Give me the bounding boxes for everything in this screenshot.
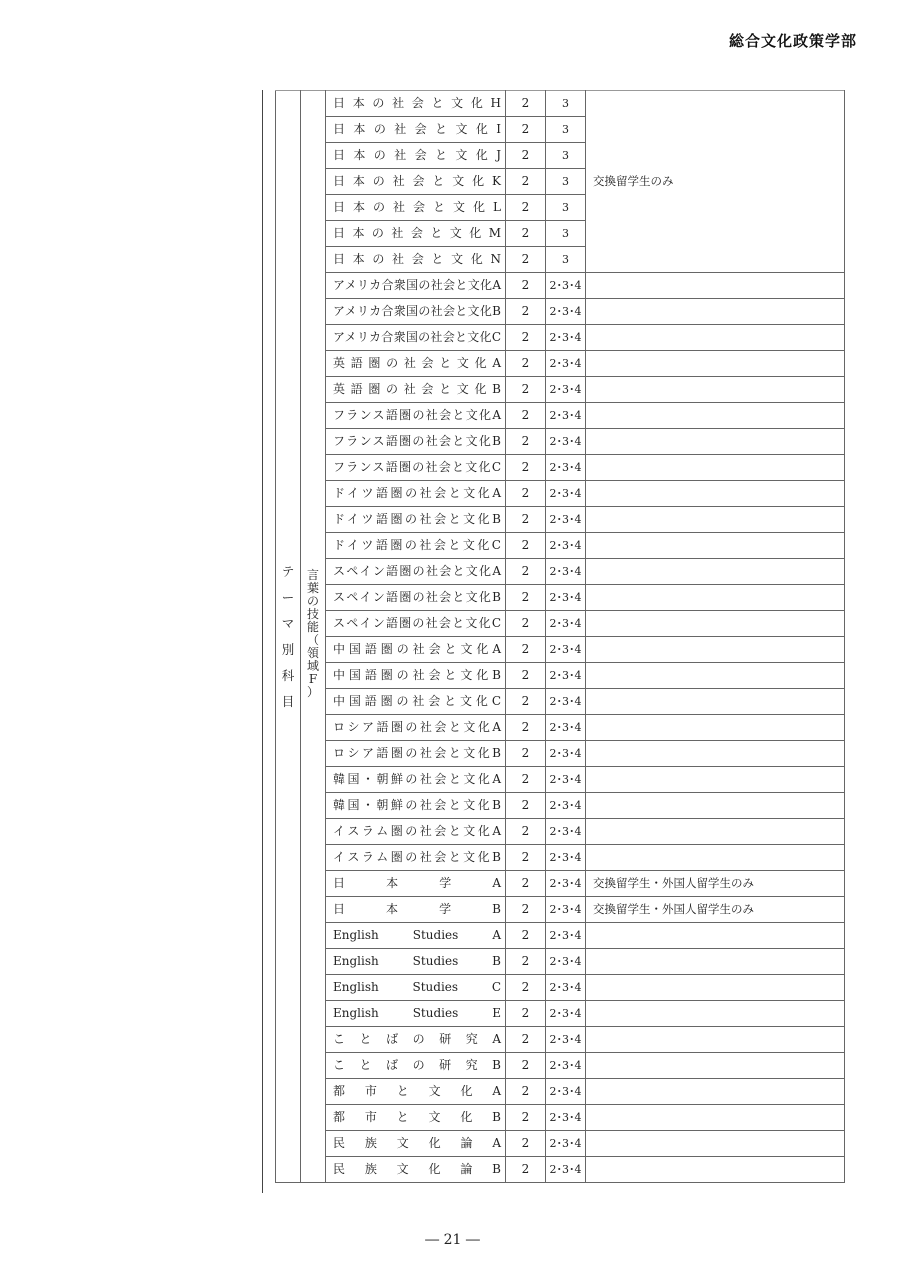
- course-year: 2･3･4: [546, 455, 586, 481]
- course-credits: 2: [506, 663, 546, 689]
- course-year: 3: [546, 117, 586, 143]
- category-char: テ: [281, 563, 295, 579]
- course-credits: 2: [506, 793, 546, 819]
- faculty-header: 総合文化政策学部: [728, 32, 857, 50]
- course-name: 日本の社会と文化K: [326, 169, 506, 195]
- course-year: 2･3･4: [546, 793, 586, 819]
- course-credits: 2: [506, 923, 546, 949]
- course-year: 2･3･4: [546, 403, 586, 429]
- course-note: [586, 1001, 845, 1027]
- course-note: [586, 845, 845, 871]
- subcategory-char: の: [306, 593, 319, 608]
- course-credits: 2: [506, 247, 546, 273]
- course-note: [586, 273, 845, 299]
- course-name: 日本の社会と文化J: [326, 143, 506, 169]
- course-credits: 2: [506, 949, 546, 975]
- course-note: [586, 611, 845, 637]
- course-year: 2･3･4: [546, 741, 586, 767]
- course-credits: 2: [506, 403, 546, 429]
- course-credits: 2: [506, 221, 546, 247]
- course-credits: 2: [506, 1001, 546, 1027]
- course-credits: 2: [506, 429, 546, 455]
- course-note: [586, 949, 845, 975]
- course-credits: 2: [506, 871, 546, 897]
- course-row: [276, 975, 845, 1001]
- course-year: 2･3･4: [546, 507, 586, 533]
- course-year: 2･3･4: [546, 689, 586, 715]
- course-row: [276, 377, 845, 403]
- course-name: 中国語圏の社会と文化C: [326, 689, 506, 715]
- subcategory-char: 領: [306, 645, 319, 660]
- course-name: ことばの研究B: [326, 1053, 506, 1079]
- course-row: [276, 1131, 845, 1157]
- course-name: ドイツ語圏の社会と文化A: [326, 481, 506, 507]
- category-char: 別: [281, 641, 295, 657]
- course-row: [276, 403, 845, 429]
- course-credits: 2: [506, 637, 546, 663]
- course-credits: 2: [506, 1079, 546, 1105]
- course-year: 2･3･4: [546, 611, 586, 637]
- course-row: [276, 585, 845, 611]
- course-note: [586, 923, 845, 949]
- course-row: [276, 741, 845, 767]
- course-row: [276, 611, 845, 637]
- course-row: [276, 91, 845, 117]
- course-name: English Studies B: [326, 949, 506, 975]
- course-row: [276, 455, 845, 481]
- course-year: 2･3･4: [546, 767, 586, 793]
- course-row: [276, 845, 845, 871]
- course-note: [586, 1053, 845, 1079]
- category-label: [282, 559, 295, 715]
- course-year: 2･3･4: [546, 429, 586, 455]
- course-year: 3: [546, 247, 586, 273]
- course-credits: 2: [506, 611, 546, 637]
- course-credits: 2: [506, 585, 546, 611]
- category-char: ー: [281, 589, 295, 605]
- course-row: [276, 429, 845, 455]
- course-name: 日本の社会と文化I: [326, 117, 506, 143]
- course-row: [276, 1053, 845, 1079]
- course-note: [586, 975, 845, 1001]
- course-row: [276, 819, 845, 845]
- course-row: [276, 923, 845, 949]
- course-year: 2･3･4: [546, 845, 586, 871]
- course-row: [276, 1079, 845, 1105]
- subcategory-char: 能: [306, 619, 319, 634]
- course-credits: 2: [506, 689, 546, 715]
- page-number: ― 21 ―: [425, 1232, 480, 1248]
- course-name: 日本の社会と文化H: [326, 91, 506, 117]
- course-credits: 2: [506, 1105, 546, 1131]
- course-note: 交換留学生のみ: [586, 91, 845, 273]
- course-year: 3: [546, 91, 586, 117]
- course-name: 民族文化論A: [326, 1131, 506, 1157]
- course-name: 中国語圏の社会と文化A: [326, 637, 506, 663]
- course-credits: 2: [506, 715, 546, 741]
- course-year: 2･3･4: [546, 1105, 586, 1131]
- course-credits: 2: [506, 1157, 546, 1183]
- course-credits: 2: [506, 143, 546, 169]
- course-name: アメリカ合衆国の社会と文化A: [326, 273, 506, 299]
- course-name: 韓国・朝鮮の社会と文化B: [326, 793, 506, 819]
- course-row: [276, 663, 845, 689]
- course-row: [276, 1001, 845, 1027]
- course-row: [276, 767, 845, 793]
- course-name: 日本の社会と文化N: [326, 247, 506, 273]
- course-name: ロシア語圏の社会と文化A: [326, 715, 506, 741]
- course-note: [586, 481, 845, 507]
- course-credits: 2: [506, 845, 546, 871]
- course-row: [276, 689, 845, 715]
- course-table-body: [276, 91, 845, 1183]
- course-name: スペイン語圏の社会と文化C: [326, 611, 506, 637]
- course-note: [586, 715, 845, 741]
- course-note: [586, 403, 845, 429]
- course-year: 2･3･4: [546, 533, 586, 559]
- course-year: 2･3･4: [546, 715, 586, 741]
- subcategory-char: （: [306, 632, 319, 647]
- subcategory-label: [307, 569, 319, 699]
- course-credits: 2: [506, 1027, 546, 1053]
- course-credits: 2: [506, 351, 546, 377]
- course-year: 2･3･4: [546, 273, 586, 299]
- course-note: [586, 377, 845, 403]
- subcategory-char: 域: [306, 658, 319, 673]
- course-year: 2･3･4: [546, 377, 586, 403]
- course-credits: 2: [506, 819, 546, 845]
- course-name: 英語圏の社会と文化A: [326, 351, 506, 377]
- course-year: 2･3･4: [546, 1027, 586, 1053]
- course-credits: 2: [506, 767, 546, 793]
- course-credits: 2: [506, 195, 546, 221]
- course-year: 3: [546, 195, 586, 221]
- course-year: 2･3･4: [546, 949, 586, 975]
- course-year: 2･3･4: [546, 975, 586, 1001]
- course-name: アメリカ合衆国の社会と文化C: [326, 325, 506, 351]
- course-year: 2･3･4: [546, 663, 586, 689]
- course-credits: 2: [506, 455, 546, 481]
- course-credits: 2: [506, 559, 546, 585]
- subcategory-char: ）: [306, 684, 319, 699]
- course-year: 2･3･4: [546, 897, 586, 923]
- subcategory-char: F: [308, 671, 318, 686]
- course-credits: 2: [506, 507, 546, 533]
- course-note: [586, 325, 845, 351]
- course-note: [586, 819, 845, 845]
- course-note: [586, 1027, 845, 1053]
- course-note: [586, 429, 845, 455]
- course-name: 都市と文化B: [326, 1105, 506, 1131]
- course-note: [586, 455, 845, 481]
- course-name: 民族文化論B: [326, 1157, 506, 1183]
- course-name: フランス語圏の社会と文化A: [326, 403, 506, 429]
- course-row: [276, 1105, 845, 1131]
- subcategory-char: 言: [306, 567, 319, 582]
- course-year: 2･3･4: [546, 871, 586, 897]
- course-year: 2･3･4: [546, 299, 586, 325]
- course-credits: 2: [506, 1131, 546, 1157]
- course-note: [586, 507, 845, 533]
- course-year: 2･3･4: [546, 819, 586, 845]
- course-name: English Studies E: [326, 1001, 506, 1027]
- course-year: 2･3･4: [546, 481, 586, 507]
- subcategory-cell: [301, 91, 326, 1183]
- course-name: 日本の社会と文化L: [326, 195, 506, 221]
- course-credits: 2: [506, 975, 546, 1001]
- course-note: [586, 559, 845, 585]
- category-cell: [276, 91, 301, 1183]
- course-note: 交換留学生・外国人留学生のみ: [586, 871, 845, 897]
- course-name: スペイン語圏の社会と文化A: [326, 559, 506, 585]
- course-credits: 2: [506, 273, 546, 299]
- course-note: [586, 767, 845, 793]
- course-name: 中国語圏の社会と文化B: [326, 663, 506, 689]
- course-note: [586, 663, 845, 689]
- course-name: 日本の社会と文化M: [326, 221, 506, 247]
- course-credits: 2: [506, 91, 546, 117]
- course-note: [586, 1079, 845, 1105]
- course-note: [586, 741, 845, 767]
- course-year: 3: [546, 221, 586, 247]
- course-name: フランス語圏の社会と文化B: [326, 429, 506, 455]
- course-year: 3: [546, 169, 586, 195]
- course-row: [276, 325, 845, 351]
- course-name: イスラム圏の社会と文化A: [326, 819, 506, 845]
- course-year: 2･3･4: [546, 1157, 586, 1183]
- course-row: [276, 871, 845, 897]
- course-name: ことばの研究A: [326, 1027, 506, 1053]
- course-note: [586, 299, 845, 325]
- course-name: ドイツ語圏の社会と文化C: [326, 533, 506, 559]
- course-credits: 2: [506, 1053, 546, 1079]
- course-note: 交換留学生・外国人留学生のみ: [586, 897, 845, 923]
- course-note: [586, 533, 845, 559]
- course-year: 2･3･4: [546, 923, 586, 949]
- course-row: [276, 273, 845, 299]
- course-year: 2･3･4: [546, 325, 586, 351]
- course-row: [276, 715, 845, 741]
- course-credits: 2: [506, 897, 546, 923]
- course-note: [586, 585, 845, 611]
- course-year: 2･3･4: [546, 351, 586, 377]
- course-credits: 2: [506, 741, 546, 767]
- course-note: [586, 351, 845, 377]
- course-credits: 2: [506, 533, 546, 559]
- course-credits: 2: [506, 481, 546, 507]
- course-name: 日本学A: [326, 871, 506, 897]
- course-name: スペイン語圏の社会と文化B: [326, 585, 506, 611]
- course-row: [276, 533, 845, 559]
- course-year: 2･3･4: [546, 1079, 586, 1105]
- course-name: ドイツ語圏の社会と文化B: [326, 507, 506, 533]
- course-name: ロシア語圏の社会と文化B: [326, 741, 506, 767]
- course-year: 2･3･4: [546, 1001, 586, 1027]
- course-note: [586, 1105, 845, 1131]
- category-char: マ: [281, 615, 295, 631]
- course-note: [586, 1157, 845, 1183]
- course-year: 2･3･4: [546, 559, 586, 585]
- course-year: 3: [546, 143, 586, 169]
- course-name: アメリカ合衆国の社会と文化B: [326, 299, 506, 325]
- subcategory-char: 葉: [306, 580, 319, 595]
- course-name: イスラム圏の社会と文化B: [326, 845, 506, 871]
- course-year: 2･3･4: [546, 1131, 586, 1157]
- course-note: [586, 1131, 845, 1157]
- category-char: 目: [281, 693, 295, 709]
- course-row: [276, 637, 845, 663]
- course-name: フランス語圏の社会と文化C: [326, 455, 506, 481]
- course-credits: 2: [506, 325, 546, 351]
- course-row: [276, 351, 845, 377]
- course-name: English Studies C: [326, 975, 506, 1001]
- course-name: 英語圏の社会と文化B: [326, 377, 506, 403]
- course-name: 都市と文化A: [326, 1079, 506, 1105]
- course-row: [276, 1027, 845, 1053]
- course-note: [586, 793, 845, 819]
- course-row: [276, 481, 845, 507]
- course-row: [276, 793, 845, 819]
- course-note: [586, 637, 845, 663]
- course-name: 日本学B: [326, 897, 506, 923]
- course-row: [276, 299, 845, 325]
- course-table: [275, 90, 845, 1183]
- category-char: 科: [281, 667, 295, 683]
- course-row: [276, 949, 845, 975]
- course-credits: 2: [506, 117, 546, 143]
- course-row: [276, 507, 845, 533]
- course-year: 2･3･4: [546, 1053, 586, 1079]
- course-name: English Studies A: [326, 923, 506, 949]
- course-year: 2･3･4: [546, 585, 586, 611]
- subcategory-char: 技: [306, 606, 319, 621]
- course-row: [276, 559, 845, 585]
- margin-rule: [262, 90, 263, 1193]
- course-row: [276, 1157, 845, 1183]
- course-note: [586, 689, 845, 715]
- course-credits: 2: [506, 377, 546, 403]
- course-credits: 2: [506, 299, 546, 325]
- course-name: 韓国・朝鮮の社会と文化A: [326, 767, 506, 793]
- course-credits: 2: [506, 169, 546, 195]
- course-row: [276, 897, 845, 923]
- course-year: 2･3･4: [546, 637, 586, 663]
